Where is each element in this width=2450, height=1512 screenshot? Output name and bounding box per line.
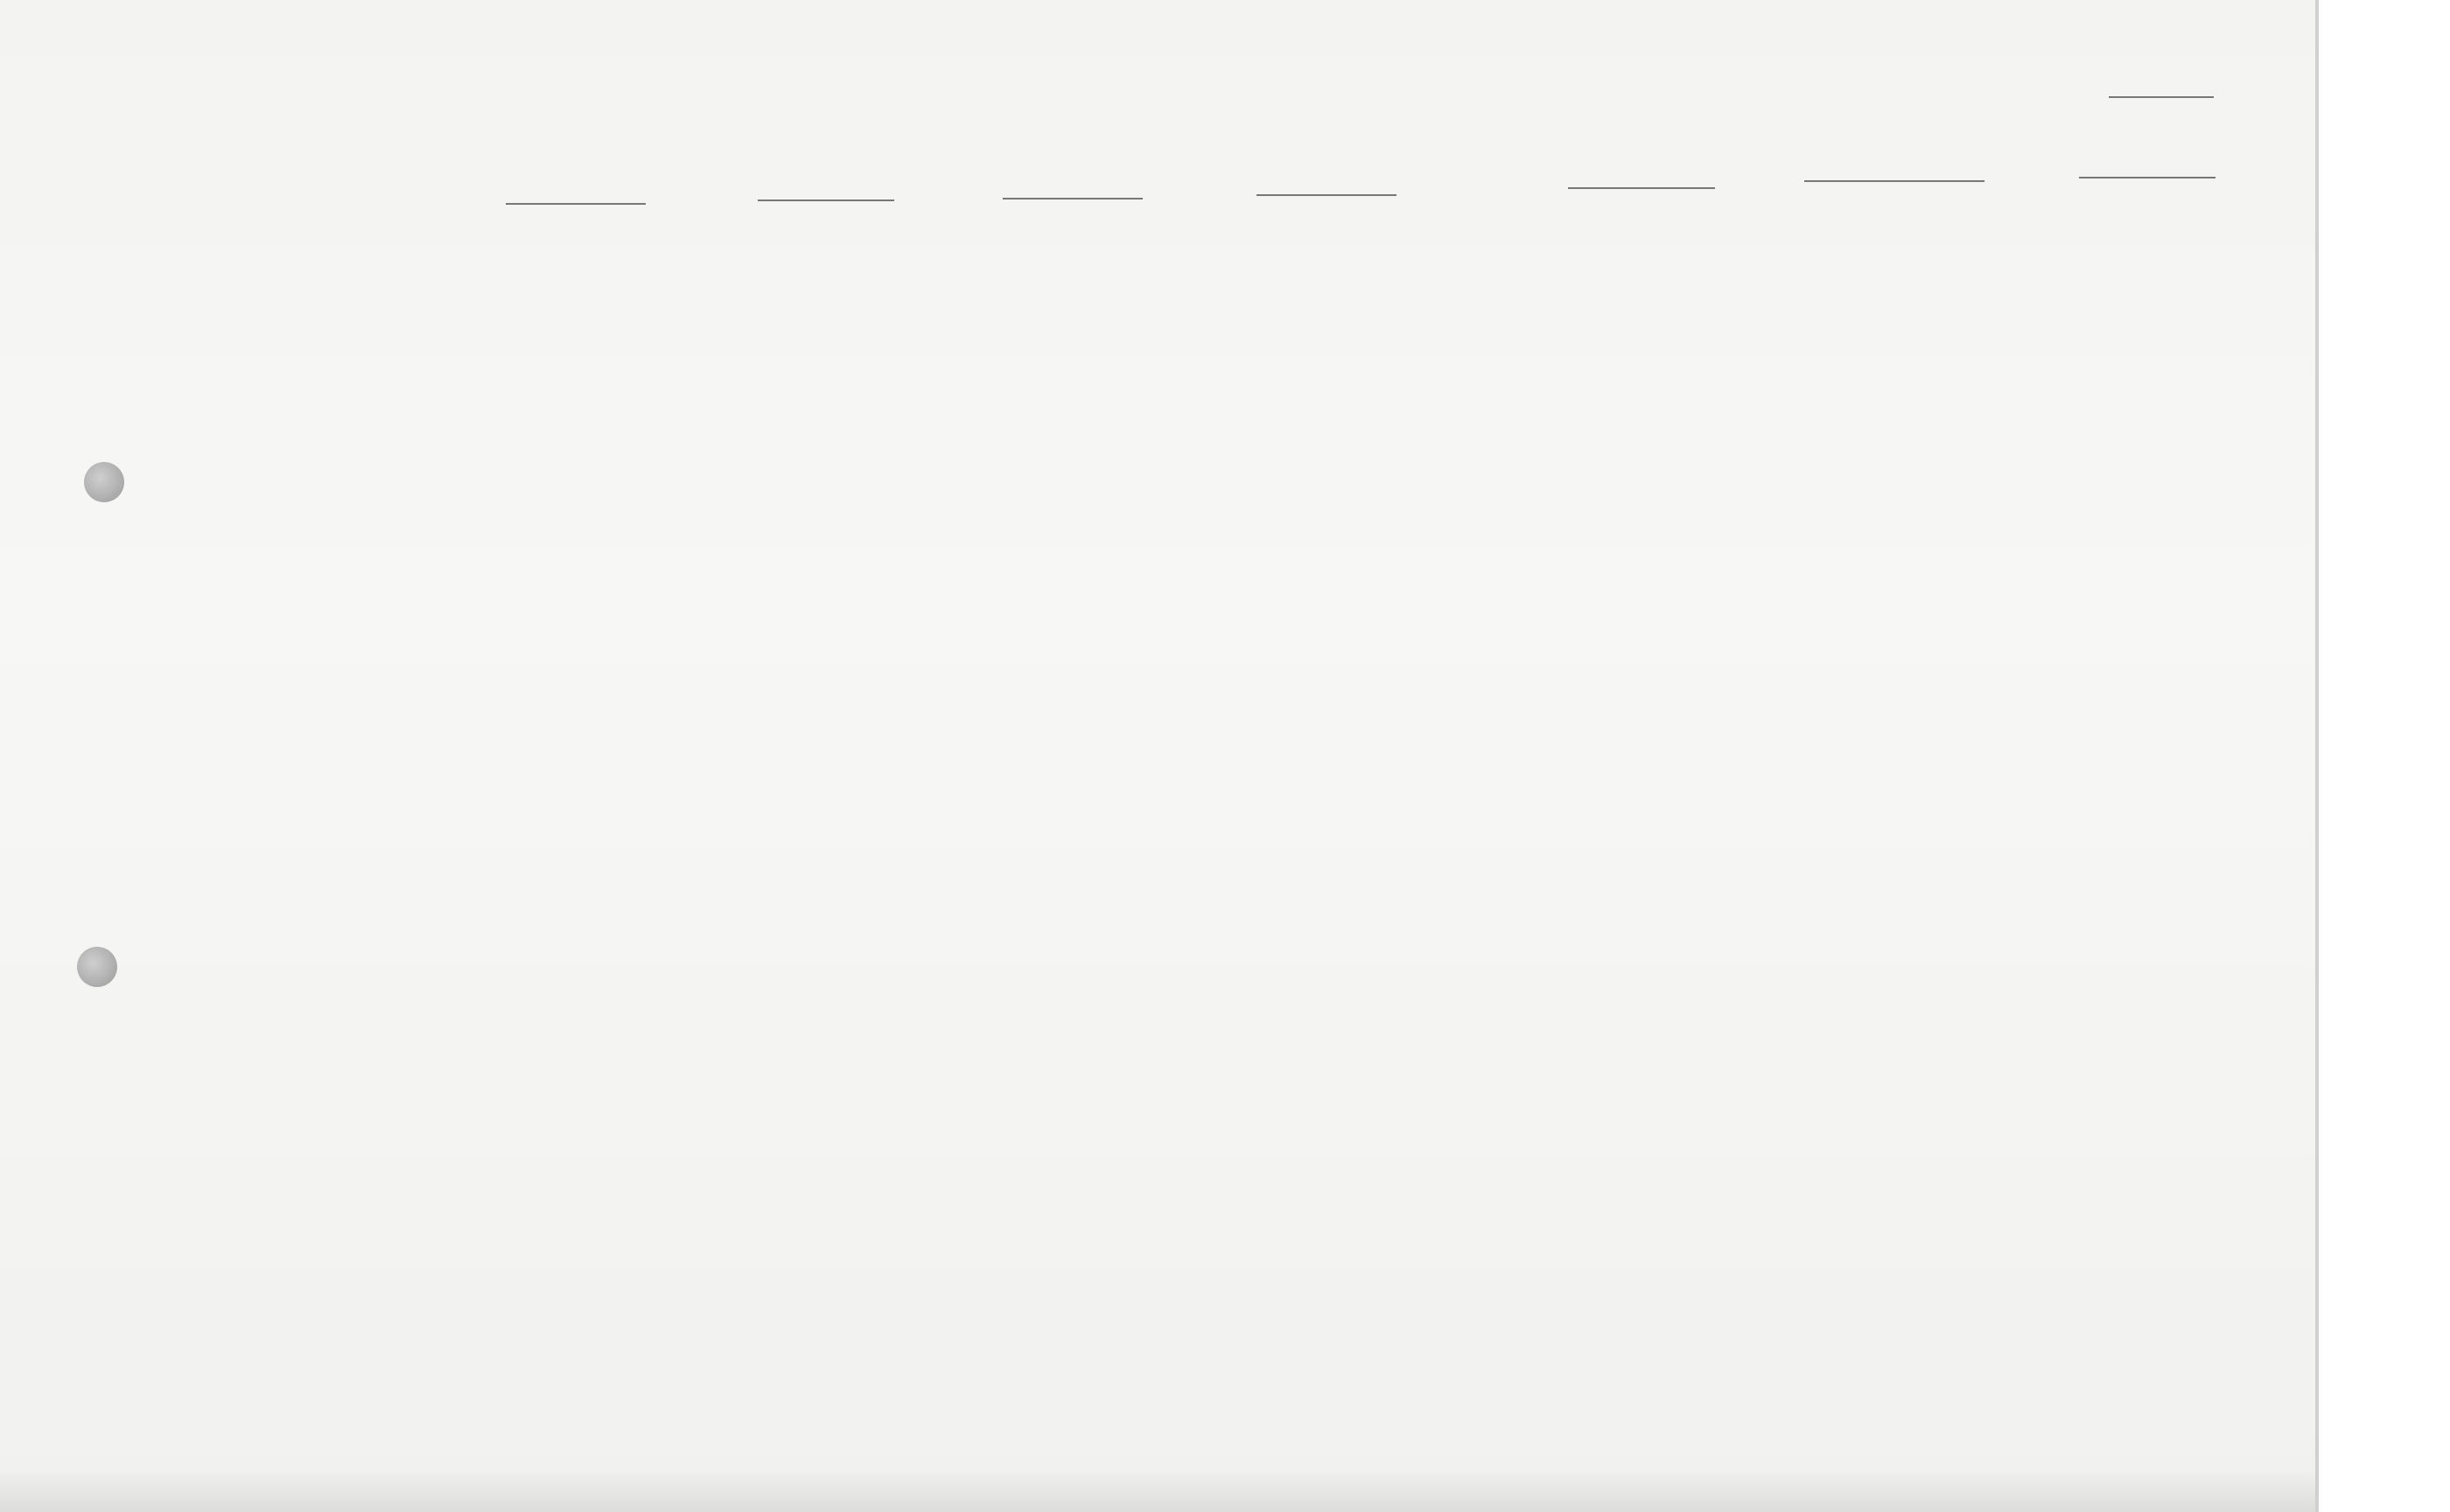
elevation-underline xyxy=(1568,187,1715,189)
coord-n-underline xyxy=(1804,180,1984,182)
sheet-underline xyxy=(2109,96,2214,98)
strike-underline xyxy=(1256,194,1396,196)
angle-underline xyxy=(1003,198,1143,200)
sheet-edge xyxy=(2315,0,2319,1512)
punch-hole-top xyxy=(84,462,124,502)
depth-underline xyxy=(758,200,894,201)
hole-underline xyxy=(506,203,646,205)
punch-hole-mid xyxy=(77,947,117,987)
coord-e-underline xyxy=(2079,177,2216,178)
